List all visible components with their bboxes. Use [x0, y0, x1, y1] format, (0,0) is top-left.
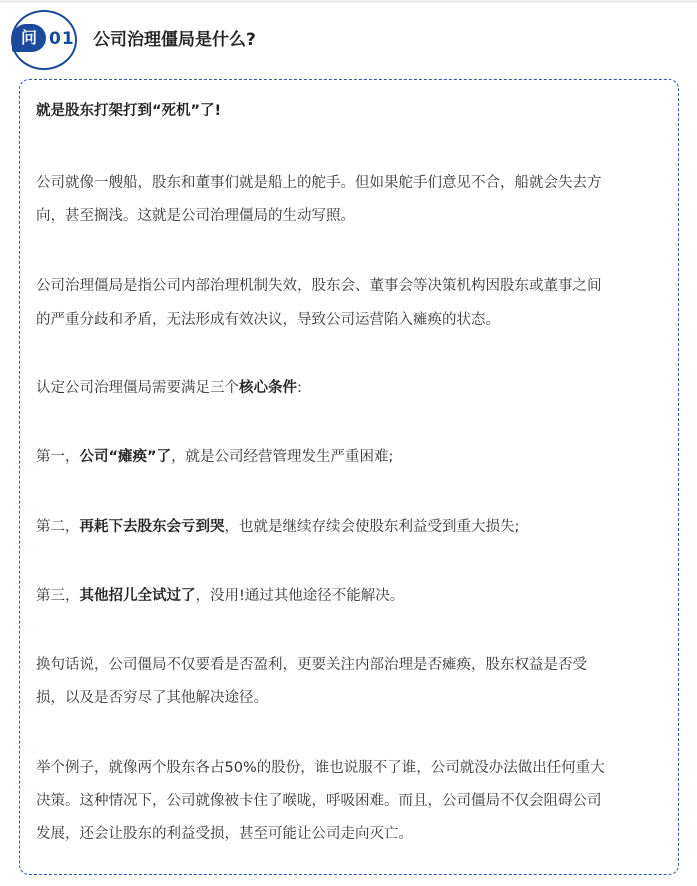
paragraph-3-prefix: 认定公司治理僵局需要满足三个 [36, 380, 239, 396]
condition-1-bold: 公司“瘫痪”了 [79, 449, 172, 465]
paragraph-1-line-1: 公司就像一艘船，股东和董事们就是船上的舵手。但如果舵手们意见不合，船就会失去方 [36, 175, 602, 191]
condition-2 [36, 511, 666, 544]
paragraph-3-suffix: : [297, 380, 302, 396]
paragraph-2-line-2: 的严重分歧和矛盾，无法形成有效决议，导致公司运营陷入瘫痪的状态。 [36, 312, 500, 328]
condition-1-prefix: 第一， [36, 449, 80, 465]
paragraph-4-line-1: 换句话说，公司僵局不仅要看是否盈利，更要关注内部治理是否瘫痪，股东权益是否受 [36, 657, 587, 673]
question-badge: 问 [12, 24, 46, 52]
condition-1-suffix: ，就是公司经营管理发生严重困难; [171, 449, 394, 465]
condition-2-bold: 再耗下去股东会亏到哭 [79, 519, 225, 535]
paragraph-4-line-2: 损，以及是否穷尽了其他解决途径。 [36, 690, 268, 706]
condition-2-prefix: 第二， [36, 519, 80, 535]
condition-2-suffix: ，也就是继续存续会使股东利益受到重大损失; [224, 519, 520, 535]
paragraph-5-line-3: 发展，还会让股东的利益受损，甚至可能让公司走向灭亡。 [36, 826, 413, 842]
paragraph-3-bold: 核心条件 [239, 380, 297, 396]
condition-3-suffix: ，没用!通过其他途径不能解决。 [195, 588, 405, 604]
answer-headline: 就是股东打架打到“死机”了! [36, 103, 222, 119]
condition-3-prefix: 第三， [36, 588, 80, 604]
condition-1 [36, 441, 666, 474]
paragraph-5-line-1: 举个例子，就像两个股东各占50%的股份，谁也说服不了谁，公司就没办法做出任何重大 [36, 760, 605, 776]
paragraph-1-line-2: 向，甚至搁浅。这就是公司治理僵局的生动写照。 [36, 208, 355, 224]
paragraph-3 [36, 372, 666, 405]
condition-3-bold: 其他招儿全试过了 [79, 588, 196, 604]
paragraph-5-line-2: 决策。这种情况下，公司就像被卡住了喉咙，呼吸困难。而且，公司僵局不仅会阻碍公司 [36, 793, 602, 809]
paragraph-2-line-1: 公司治理僵局是指公司内部治理机制失效，股东会、董事会等决策机构因股东或董事之间 [36, 278, 602, 294]
condition-3 [36, 580, 666, 613]
question-header [0, 0, 697, 80]
question-title: 公司治理僵局是什么? [93, 30, 256, 50]
question-number: 01 [49, 29, 75, 49]
